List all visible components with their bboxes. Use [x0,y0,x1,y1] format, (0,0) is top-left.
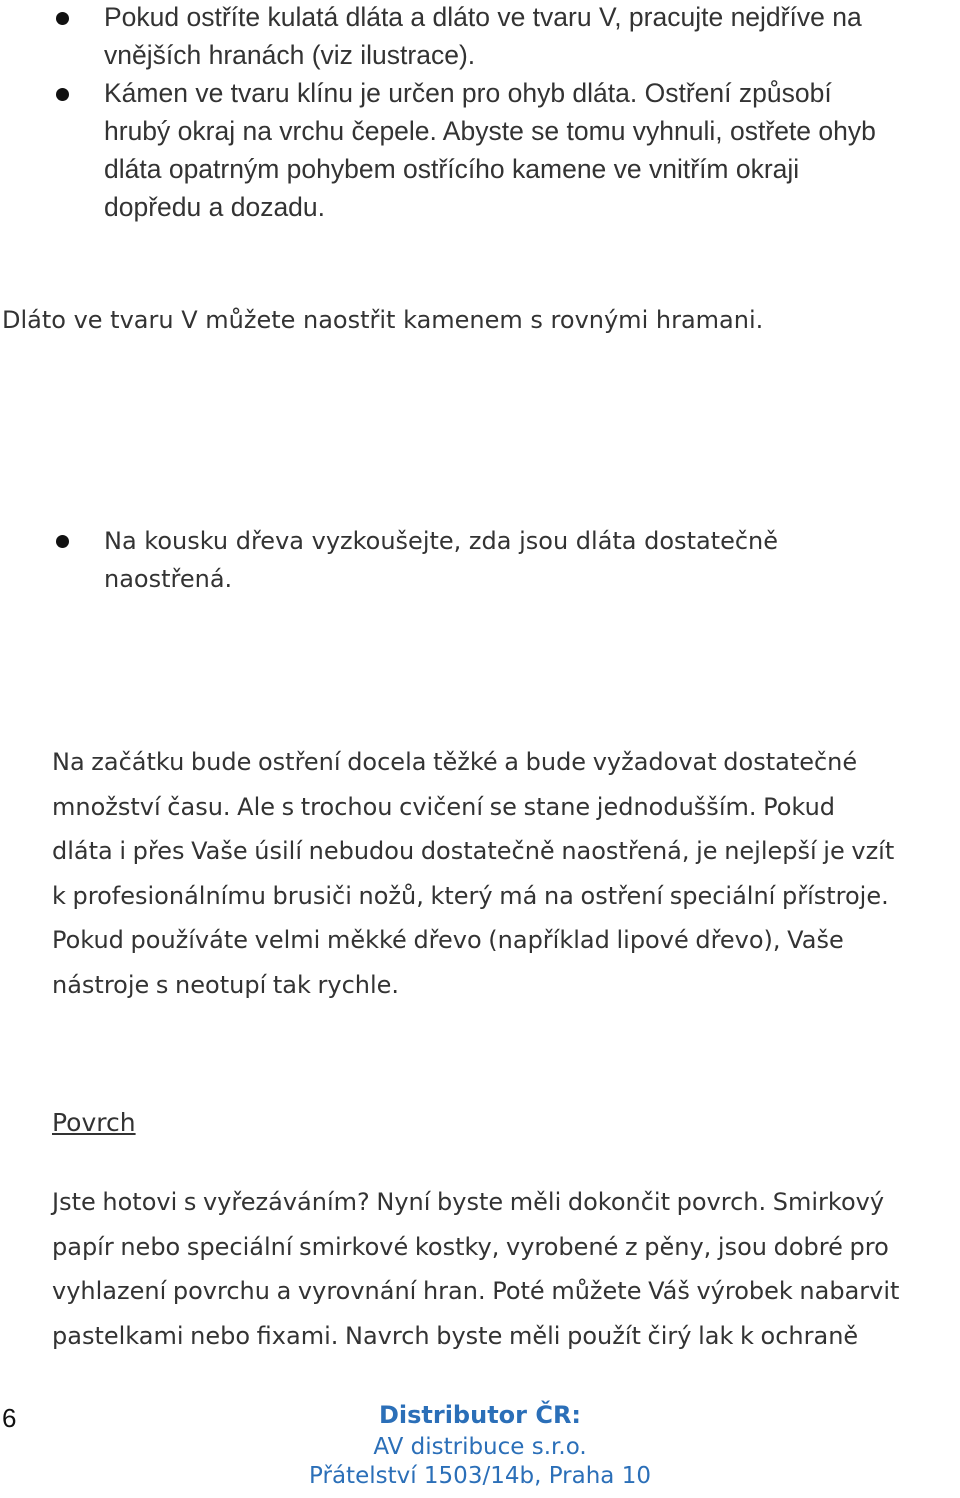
section-heading: Povrch [52,1108,136,1137]
page-number: 6 [2,1403,17,1433]
bullet-icon [56,88,69,101]
paragraph-surface: Jste hotovi s vyřezáváním? Nyní byste měli dokončit povrch. Smirkový papír nebo speciální smirkové kostky, vyrobené z pěny, jsou dobré pro vyhlazení povrchu a vyrovnání hran. Poté můžete Váš výrobek nabarvit pastelkami nebo fixami. Navrch byste měli použít čirý lak k ochraně [52,1188,900,1350]
v-chisel-note: Dláto ve tvaru V můžete naostřit kamenem s rovnými hramani. [2,306,764,334]
footer-company: AV distribuce s.r.o. [373,1434,587,1460]
footer-distributor-label: Distributor ČR: [378,1401,582,1429]
bullet-text: Kámen ve tvaru klínu je určen pro ohyb dláta. Ostření způsobí hrubý okraj na vrchu čepele. Abyste se tomu vyhnuli, ostřete ohyb dláta opatrným pohybem ostřícího kamene ve vnitřím okraji dopředu a dozadu. [104,78,876,222]
paragraph-sharpening: Na začátku bude ostření docela těžké a bude vyžadovat dostatečné množství času. Ale s trochou cvičení se stane jednodušším. Pokud dláta i přes Vaše úsilí nebudou dostatečně naostřená, je nejlepší je vzít k profesionálnímu brusiči nožů, který má na ostření speciální přístroje. Pokud používáte velmi měkké dřevo (například lipové dřevo), Vaše nástroje s neotupí tak rychle. [52,748,895,999]
footer-address: Přátelství 1503/14b, Praha 10 [309,1463,651,1489]
bullet-text: Na kousku dřeva vyzkoušejte, zda jsou dláta dostatečně naostřená. [104,527,779,593]
bullet-icon [56,535,69,548]
bullet-text: Pokud ostříte kulatá dláta a dláto ve tvaru V, pracujte nejdříve na vnějších hranách (viz ilustrace). [104,2,862,70]
bullet-icon [56,12,69,25]
